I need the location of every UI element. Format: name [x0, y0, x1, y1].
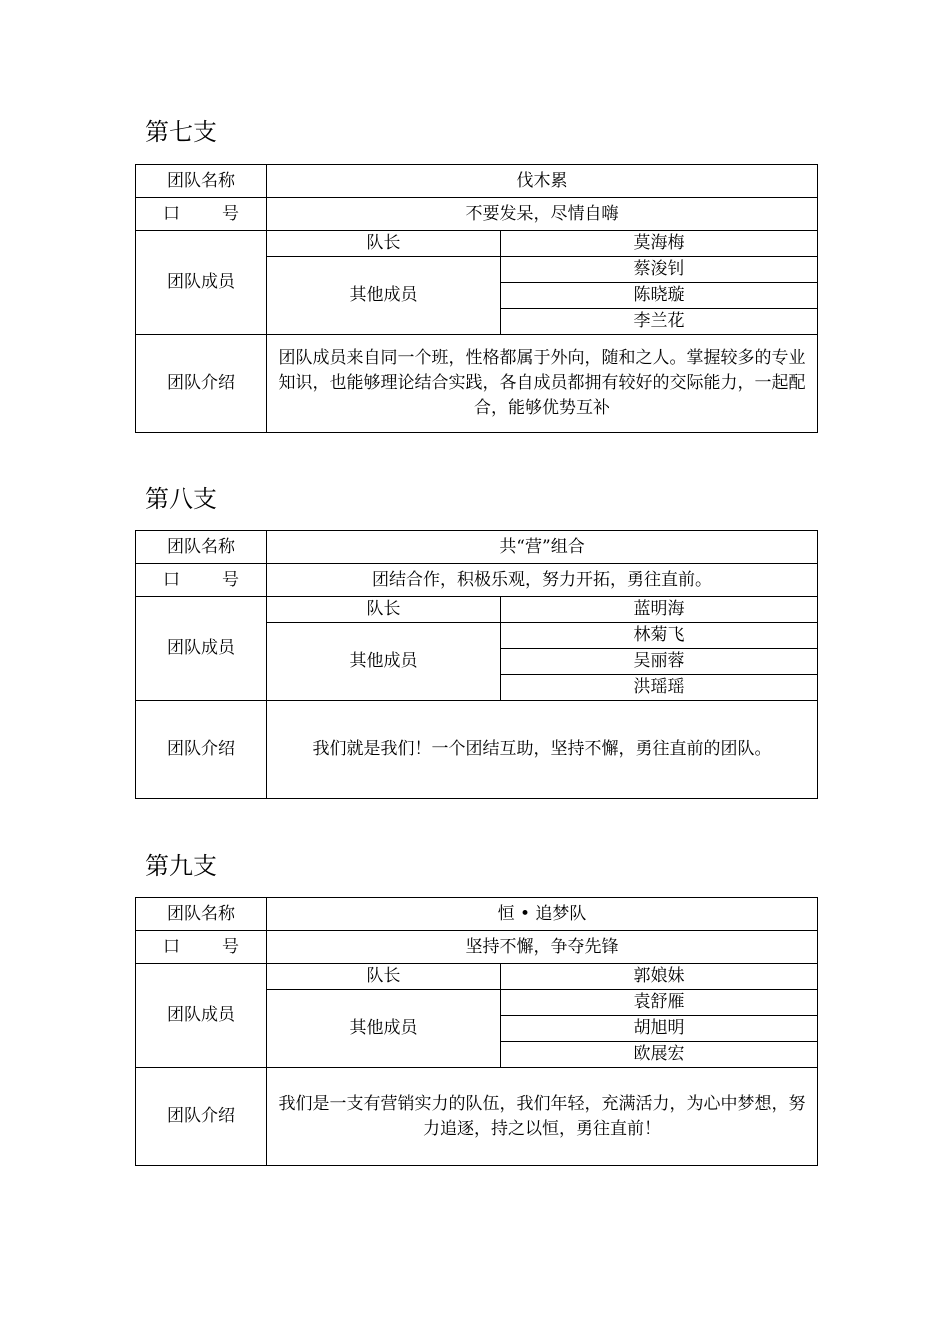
- team-table: [135, 530, 818, 799]
- intro-text: 团队成员来自同一个班，性格都属于外向，随和之人。掌握较多的专业知识，也能够理论结合实践，各自成员都拥有较好的交际能力，一起配合，能够优势互补: [267, 335, 818, 433]
- section-heading: 第七支: [145, 118, 217, 146]
- slogan-value: 团结合作，积极乐观，努力开拓，勇往直前。: [267, 564, 818, 597]
- team-name-value: 共“营”组合: [267, 531, 818, 564]
- member-name: 林菊飞: [501, 623, 818, 649]
- team-table: [135, 164, 818, 433]
- intro-text: 我们是一支有营销实力的队伍，我们年轻，充满活力，为心中梦想，努力追逐，持之以恒，勇往直前！: [267, 1068, 818, 1166]
- section-heading: 第八支: [145, 485, 217, 513]
- team-name-value: 恒 • 追梦队: [267, 898, 818, 931]
- team-name-value: 伐木累: [267, 165, 818, 198]
- intro-label: 团队介绍: [136, 335, 267, 433]
- other-members-label: 其他成员: [267, 623, 501, 701]
- slogan-label: 口 号: [136, 564, 267, 597]
- section-heading: 第九支: [145, 852, 217, 880]
- captain-label: 队长: [267, 964, 501, 990]
- captain-name: 郭娘妹: [501, 964, 818, 990]
- captain-label: 队长: [267, 231, 501, 257]
- member-name: 李兰花: [501, 309, 818, 335]
- member-name: 蔡浚钊: [501, 257, 818, 283]
- member-name: 洪瑶瑶: [501, 675, 818, 701]
- team-name-label: 团队名称: [136, 165, 267, 198]
- slogan-label: 口 号: [136, 931, 267, 964]
- slogan-label: 口 号: [136, 198, 267, 231]
- member-name: 欧展宏: [501, 1042, 818, 1068]
- members-label: 团队成员: [136, 597, 267, 701]
- other-members-label: 其他成员: [267, 257, 501, 335]
- intro-label: 团队介绍: [136, 1068, 267, 1166]
- member-name: 陈晓璇: [501, 283, 818, 309]
- team-table: [135, 897, 818, 1166]
- team-name-label: 团队名称: [136, 898, 267, 931]
- team-name-label: 团队名称: [136, 531, 267, 564]
- slogan-value: 不要发呆，尽情自嗨: [267, 198, 818, 231]
- members-label: 团队成员: [136, 231, 267, 335]
- other-members-label: 其他成员: [267, 990, 501, 1068]
- member-name: 袁舒雁: [501, 990, 818, 1016]
- intro-text: 我们就是我们！一个团结互助，坚持不懈，勇往直前的团队。: [267, 701, 818, 799]
- intro-label: 团队介绍: [136, 701, 267, 799]
- captain-label: 队长: [267, 597, 501, 623]
- member-name: 胡旭明: [501, 1016, 818, 1042]
- slogan-value: 坚持不懈，争夺先锋: [267, 931, 818, 964]
- captain-name: 莫海梅: [501, 231, 818, 257]
- members-label: 团队成员: [136, 964, 267, 1068]
- captain-name: 蓝明海: [501, 597, 818, 623]
- member-name: 吴丽蓉: [501, 649, 818, 675]
